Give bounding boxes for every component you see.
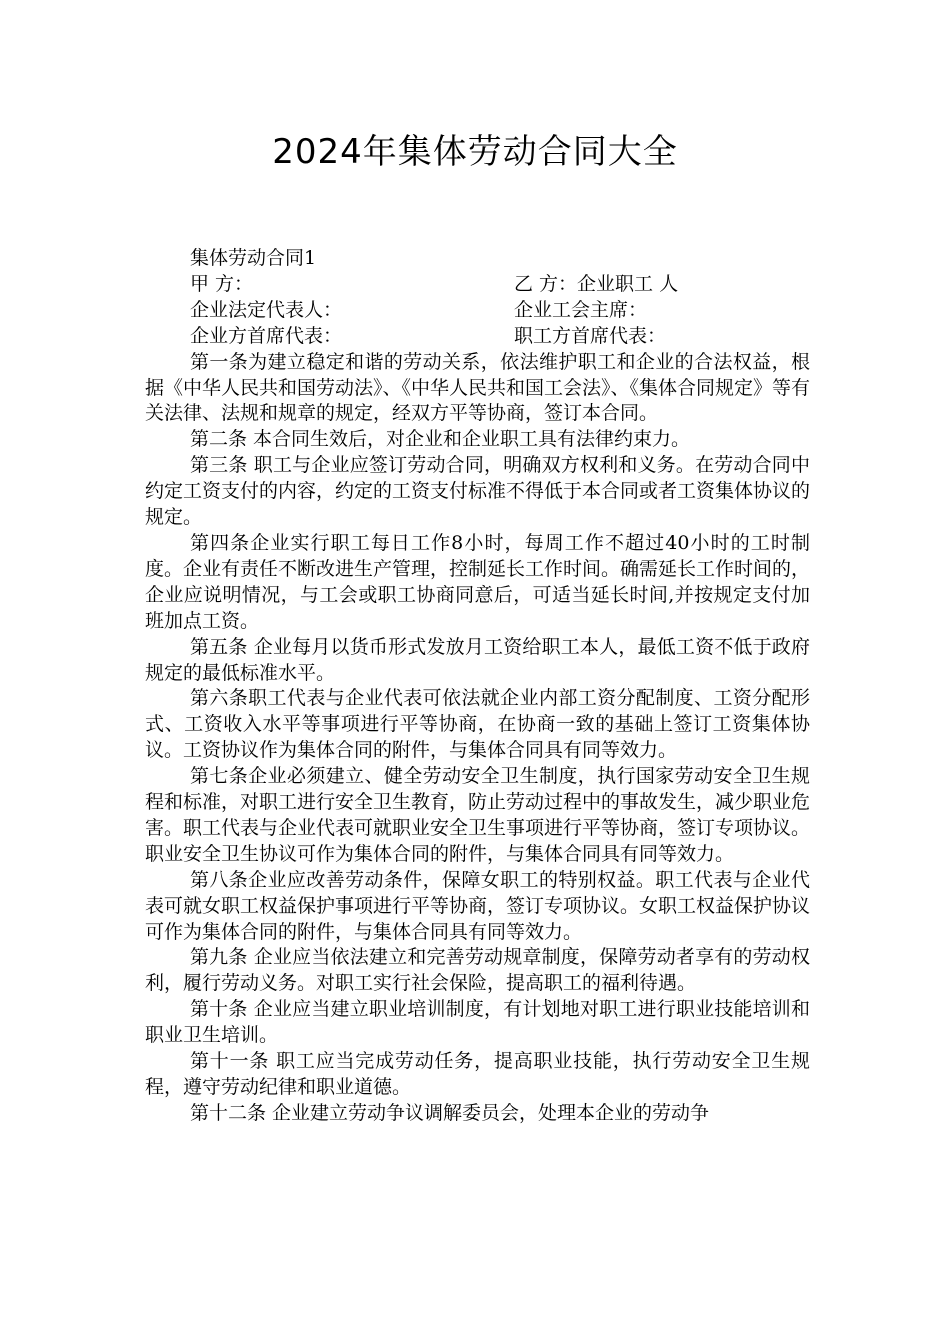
party-row (145, 272, 810, 298)
article-7: 第七条企业必须建立、健全劳动安全卫生制度，执行国家劳动安全卫生规程和标准，对职工进行安全卫生教育，防止劳动过程中的事故发生，减少职业危害。职工代表与企业代表可就职业安全卫生事项进行平等协商，签订专项协议。职业安全卫生协议可作为集体合同的附件，与集体合同具有同等效力。 (145, 765, 811, 865)
party-a-label: 甲 方： (190, 272, 254, 295)
party-b-label: 乙 方：企业职工 人 (514, 272, 679, 295)
article-2: 第二条 本合同生效后，对企业和企业职工具有法律约束力。 (190, 428, 691, 451)
article-4: 第四条企业实行职工每日工作8小时，每周工作不超过40小时的工时制度。企业有责任不断改进生产管理，控制延长工作时间。确需延长工作时间的，企业应说明情况，与工会或职工协商同意后，可适当延长时间,并按规定支付加班加点工资。 (145, 531, 811, 632)
article-9: 第九条 企业应当依法建立和完善劳动规章制度，保障劳动者享有的劳动权利，履行劳动义务。对职工实行社会保险，提高职工的福利待遇。 (145, 946, 810, 995)
employee-chief-rep-label: 职工方首席代表： (514, 324, 667, 347)
union-chairman-label: 企业工会主席： (514, 298, 648, 321)
article-5: 第五条 企业每月以货币形式发放月工资给职工本人，最低工资不低于政府规定的最低标准水平。 (145, 635, 810, 684)
legal-representative-label: 企业法定代表人： (190, 298, 343, 321)
contract-subtitle: 集体劳动合同1 (190, 247, 317, 269)
article-11: 第十一条 职工应当完成劳动任务，提高职业技能，执行劳动安全卫生规程，遵守劳动纪律和职业道德。 (145, 1050, 810, 1098)
party-row (145, 298, 810, 324)
party-row (145, 324, 810, 350)
article-1: 第一条为建立稳定和谐的劳动关系，依法维护职工和企业的合法权益，根据《中华人民共和国劳动法》、《中华人民共和国工会法》、《集体合同规定》等有关法律、法规和规章的规定，经双方平等协商，签订本合同。 (145, 350, 811, 425)
document-body (145, 246, 810, 1127)
article-12: 第十二条 企业建立劳动争议调解委员会，处理本企业的劳动争 (190, 1101, 710, 1124)
article-10: 第十条 企业应当建立职业培训制度，有计划地对职工进行职业技能培训和职业卫生培训。 (145, 998, 810, 1047)
document-title: 2024年集体劳动合同大全 (272, 132, 678, 172)
enterprise-chief-rep-label: 企业方首席代表： (190, 324, 343, 347)
article-8: 第八条企业应改善劳动条件，保障女职工的特别权益。职工代表与企业代表可就女职工权益保护事项进行平等协商，签订专项协议。女职工权益保护协议可作为集体合同的附件，与集体合同具有同等效力。 (145, 868, 811, 943)
article-3: 第三条 职工与企业应签订劳动合同，明确双方权利和义务。在劳动合同中约定工资支付的内容，约定的工资支付标准不得低于本合同或者工资集体协议的规定。 (145, 454, 811, 529)
article-6: 第六条职工代表与企业代表可依法就企业内部工资分配制度、工资分配形式、工资收入水平等事项进行平等协商，在协商一致的基础上签订工资集体协议。工资协议作为集体合同的附件，与集体合同具有同等效力。 (145, 687, 810, 762)
